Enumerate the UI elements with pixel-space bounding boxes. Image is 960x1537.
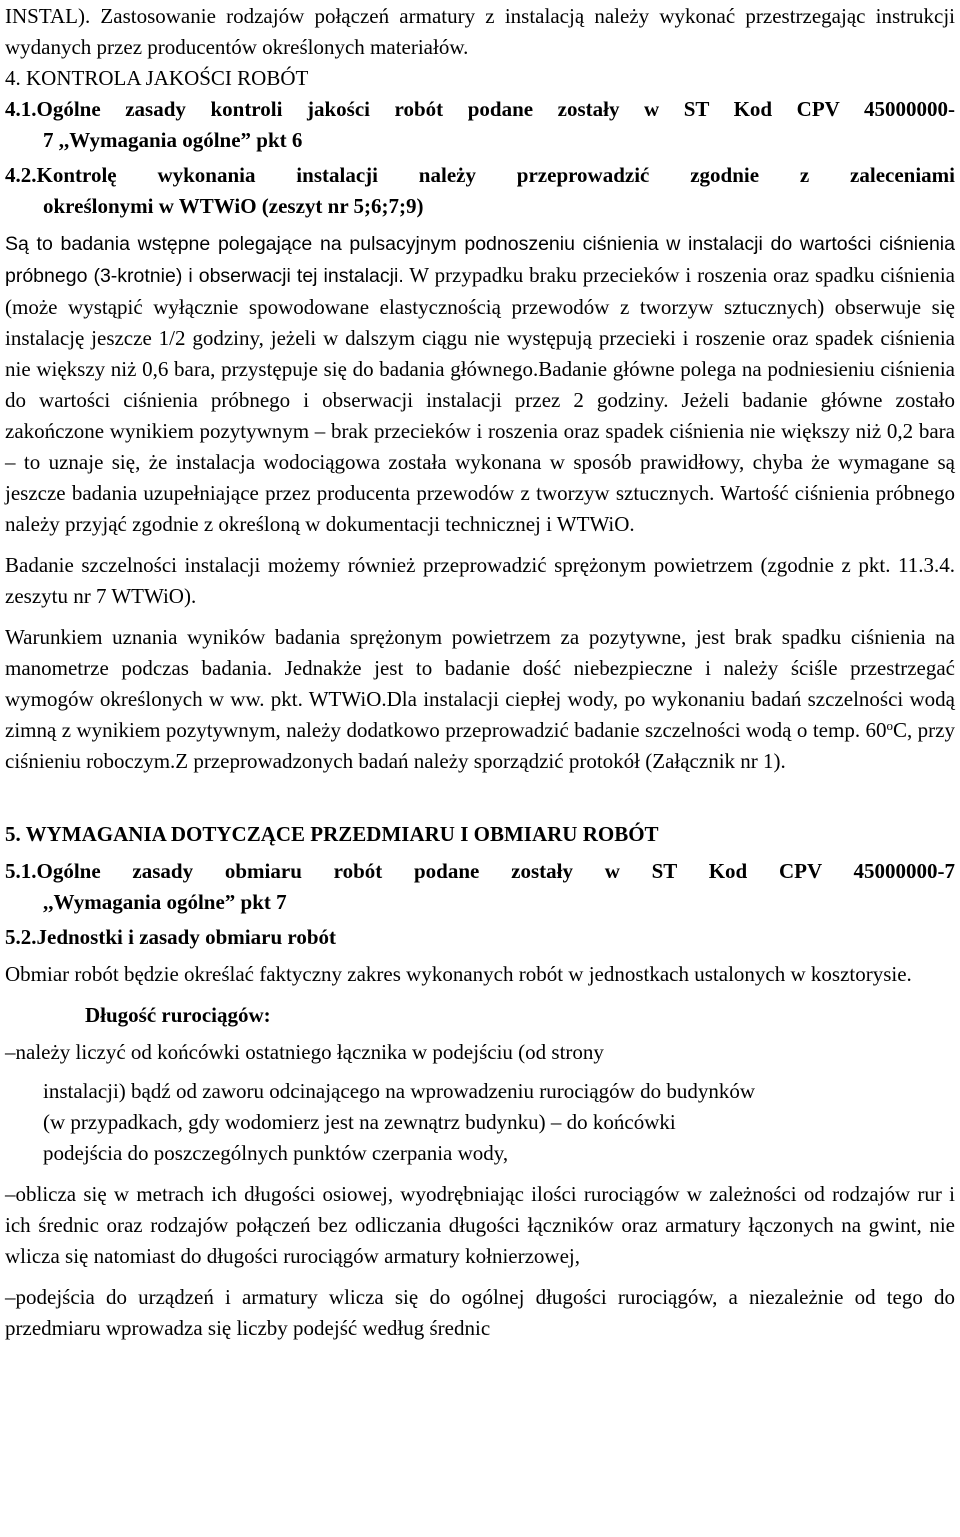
section-5-1-line-2: ,,Wymagania ogólne” pkt 7 [43,890,287,914]
intro-paragraph: INSTAL). Zastosowanie rodzajów połączeń armatury z instalacją należy wykonać przestrzegając instrukcji wydanych przez producentów określonych materiałów. [5,4,955,59]
section-4-1-line-1: 4.1.Ogólne zasady kontroli jakości robót podane zostały w ST Kod CPV 45000000- [5,97,955,121]
tightness-paragraph: Badanie szczelności instalacji możemy również przeprowadzić sprężonym powietrzem (zgodnie z pkt. 11.3.4. zeszytu nr 7 WTWiO). [5,553,955,608]
measurement-paragraph: Obmiar robót będzie określać faktyczny zakres wykonanych robót w jednostkach ustalonych w kosztorysie. [5,962,912,986]
section-4-2-line-2: określonymi w WTWiO (zeszyt nr 5;6;7;9) [43,194,424,218]
list-item [5,1037,955,1169]
pipe-length-heading: Długość rurociągów: [85,1003,271,1027]
condition-paragraph [5,622,955,777]
section-5-1-line-1: 5.1.Ogólne zasady obmiaru robót podane zostały w ST Kod CPV 45000000-7 [5,859,955,883]
tests-paragraph-rest: W przypadku braku przecieków i roszenia oraz spadku ciśnienia (może wystąpić wyłącznie spowodowane elastycznością przewodów z tworzyw sztucznych) obserwuje się instalację jeszcze 1/2 godziny, jeżeli w dalszym ciągu nie występują przecieki i roszenie oraz spadek ciśnienia nie większy niż 0,6 bara, przystępuje się do badania głównego.Badanie główne polega na podniesieniu ciśnienia do wartości ciśnienia próbnego i obserwacji instalacji przez 2 godziny. Jeżeli badanie główne zostało zakończone wynikiem pozytywnym – brak przecieków i roszenia oraz spadek ciśnienia nie większy niż 0,2 bara – to uznaje się, że instalacja wodociągowa została wykonana w sposób prawidłowy, chyba że wymagane są jeszcze badania uzupełniające przez producenta przewodów z tworzyw sztucznych. Wartość ciśnienia próbnego należy przyjąć zgodnie z określoną w dokumentacji technicznej i WTWiO. [5,263,955,536]
tests-paragraph-lead: Są to badania wstępne polegające na pulsacyjnym podnoszeniu ciśnienia w instalacji do wartości ciśnienia próbnego (3-krotnie) i obserwacji tej instalacji. [5,233,955,287]
section-4-1-heading [5,94,955,156]
condition-paragraph-b: C, przy ciśnieniu roboczym.Z przeprowadzonych badań należy sporządzić protokół (Załącznik nr 1). [5,718,955,773]
list-item: –podejścia do urządzeń i armatury wlicza się do ogólnej długości rurociągów, a niezależnie od tego do przedmiaru wprowadza się liczby podejść według średnic [5,1285,955,1340]
list-item-1-line-2: instalacji) bądź od zaworu odcinającego na wprowadzeniu rurociągów do budynków [43,1079,756,1103]
list-item: –oblicza się w metrach ich długości osiowej, wyodrębniając ilości rurociągów w zależności od rodzajów rur i ich średnic oraz rodzajów połączeń bez odliczania długości łączników oraz armatury łączonych na gwint, nie wlicza się natomiast do długości rurociągów armatury kołnierzowej, [5,1182,955,1268]
section-4-1-line-2: 7 ,,Wymagania ogólne” pkt 6 [43,128,303,152]
condition-paragraph-a: Warunkiem uznania wyników badania sprężonym powietrzem za pozytywne, jest brak spadku ciśnienia na manometrze podczas badania. Jednakże jest to badanie dość niebezpieczne i należy ściśle przestrzegać wymogów określonych w ww. pkt. WTWiO.Dla instalacji ciepłej wody, po wykonaniu badań szczelności wodą zimną z wynikiem pozytywnym, należy dodatkowo przeprowadzić badanie szczelności wodą o temp. 60 [5,625,955,742]
list-item-1-line-4: podejścia do poszczególnych punktów czerpania wody, [43,1141,509,1165]
degree-superscript: o [886,718,893,733]
section-4-2-heading [5,160,955,222]
section-5-2-heading: 5.2.Jednostki i zasady obmiaru robót [5,925,336,949]
section-5-heading: 5. WYMAGANIA DOTYCZĄCE PRZEDMIARU I OBMIARU ROBÓT [5,822,659,846]
section-4-heading: 4. KONTROLA JAKOŚCI ROBÓT [5,66,309,90]
section-4-2-line-1: 4.2.Kontrolę wykonania instalacji należy przeprowadzić zgodnie z zaleceniami [5,163,955,187]
list-item-1-line-1: –należy liczyć od końcówki ostatniego łącznika w podejściu (od strony [5,1040,604,1064]
list-item-1-line-3: (w przypadkach, gdy wodomierz jest na zewnątrz budynku) – do końcówki [43,1110,676,1134]
document-page [5,0,955,1344]
tests-paragraph [5,228,955,540]
section-5-1-heading [5,856,955,918]
